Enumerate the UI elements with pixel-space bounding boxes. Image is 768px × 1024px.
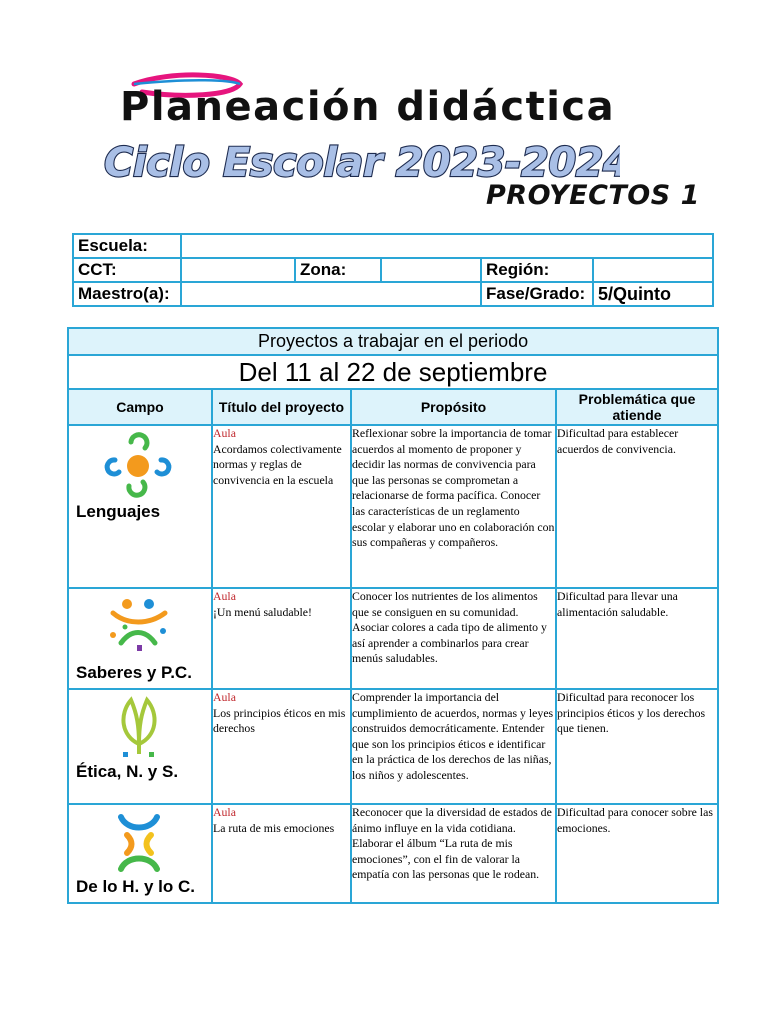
table-row xyxy=(68,425,718,588)
period-label: Del 11 al 22 de septiembre xyxy=(68,355,718,389)
problematica-cell: Dificultad para establecer acuerdos de convivencia. xyxy=(556,425,718,588)
projects-heading: PROYECTOS 1 xyxy=(486,180,700,211)
problematica-cell: Dificultad para reconocer los principios éticos y los derechos que tienen. xyxy=(556,689,718,804)
table-row xyxy=(68,689,718,804)
campo-cell xyxy=(68,425,212,588)
titulo-cell xyxy=(212,588,351,689)
table-row xyxy=(68,804,718,903)
escuela-label: Escuela: xyxy=(73,234,181,258)
campo-name: Lenguajes xyxy=(76,502,161,521)
etica-icon xyxy=(103,696,175,760)
table-row xyxy=(68,588,718,689)
proposito-cell: Reflexionar sobre la importancia de tomar acuerdos al momento de proponer y decidir las normas de convivencia para que las personas se comprometan a relacionarse de forma pacífica. Conocer las características de un reglamento escolar y elaborar uno en colaboración con sus compañeras y compañeros. xyxy=(351,425,556,588)
cct-label: CCT: xyxy=(73,258,181,282)
zona-field[interactable] xyxy=(381,258,481,282)
escuela-field[interactable] xyxy=(181,234,713,258)
titulo-text: Acordamos colectivamente normas y reglas de convivencia en la escuela xyxy=(213,441,342,487)
header-titulo: Título del proyecto xyxy=(212,389,351,425)
header-campo: Campo xyxy=(68,389,212,425)
escenario-label: Aula xyxy=(213,690,236,704)
proposito-cell: Conocer los nutrientes de los alimentos que se consiguen en su comunidad. Asociar colores a cada tipo de alimento y así aprender a combinarlos para crear menús saludables. xyxy=(351,588,556,689)
escenario-label: Aula xyxy=(213,589,236,603)
maestro-field[interactable] xyxy=(181,282,481,306)
titulo-text: Los principios éticos en mis derechos xyxy=(213,705,346,736)
campo-cell xyxy=(68,804,212,903)
problematica-cell: Dificultad para llevar una alimentación saludable. xyxy=(556,588,718,689)
titulo-text: La ruta de mis emociones xyxy=(213,820,335,835)
escenario-label: Aula xyxy=(213,426,236,440)
campo-name: Saberes y P.C. xyxy=(76,663,192,682)
campo-cell xyxy=(68,588,212,689)
proposito-cell: Reconocer que la diversidad de estados de ánimo influye en la vida cotidiana. Elaborar el álbum “La ruta de mis emociones”, con el fin de valorar la empatía con las personas que le rodean. xyxy=(351,804,556,903)
campo-name: Ética, N. y S. xyxy=(76,762,179,781)
saberes-icon xyxy=(103,595,175,655)
titulo-cell xyxy=(212,425,351,588)
region-field[interactable] xyxy=(593,258,713,282)
lenguajes-icon xyxy=(103,430,173,500)
fase-field[interactable]: 5/Quinto xyxy=(593,282,713,306)
zona-label: Zona: xyxy=(295,258,381,282)
title-text: Planeación didáctica xyxy=(120,84,616,130)
proposito-cell: Comprender la importancia del cumplimiento de acuerdos, normas y leyes construidos democráticamente. Entender que son los principios éticos e identificar en la práctica de los derechos de las niñas, los niños y adolescentes. xyxy=(351,689,556,804)
school-info-table xyxy=(72,233,714,307)
campo-name: De lo H. y lo C. xyxy=(76,877,196,896)
titulo-cell xyxy=(212,689,351,804)
maestro-label: Maestro(a): xyxy=(73,282,181,306)
fase-label: Fase/Grado: xyxy=(481,282,593,306)
escenario-label: Aula xyxy=(213,805,236,819)
humano-comunitario-icon xyxy=(103,811,175,875)
campo-cell xyxy=(68,689,212,804)
titulo-cell xyxy=(212,804,351,903)
header-problematica: Problemática que atiende xyxy=(556,389,718,425)
projects-table xyxy=(67,327,719,904)
region-label: Región: xyxy=(481,258,593,282)
problematica-cell: Dificultad para conocer sobre las emociones. xyxy=(556,804,718,903)
titulo-text: ¡Un menú saludable! xyxy=(213,604,312,619)
page-title xyxy=(112,62,712,134)
header-proposito: Propósito xyxy=(351,389,556,425)
band-title: Proyectos a trabajar en el periodo xyxy=(68,328,718,355)
cct-field[interactable] xyxy=(181,258,295,282)
ciclo-text: Ciclo Escolar 2023-2024 xyxy=(104,140,620,186)
